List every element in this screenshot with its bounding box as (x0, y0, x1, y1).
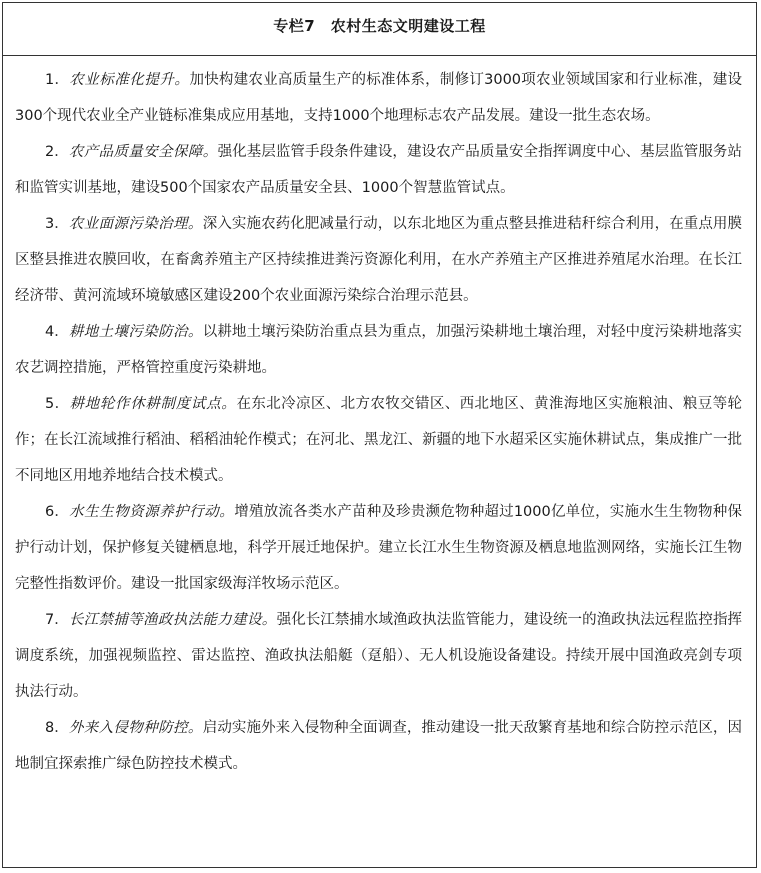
column-box (2, 2, 757, 868)
item-number: 7． (45, 612, 69, 628)
item-text: 启动实施外来入侵物种全面调查，推动建设一批天敌繁育基地和综合防控示范区，因地制宜探索推广绿色防控技术模式。 (15, 720, 743, 772)
item-heading: 外来入侵物种防控。 (68, 720, 203, 736)
item-heading: 农业面源污染治理。 (68, 216, 203, 232)
item-number: 2． (45, 144, 69, 160)
project-item (15, 386, 742, 494)
item-heading: 农产品质量安全保障。 (68, 144, 218, 160)
item-heading: 长江禁捕等渔政执法能力建设。 (68, 612, 277, 628)
project-item (15, 602, 742, 710)
item-number: 1． (45, 72, 70, 88)
item-number: 6． (45, 504, 70, 520)
project-item (15, 314, 742, 386)
column-body (3, 56, 756, 782)
item-heading: 耕地土壤污染防治。 (68, 324, 203, 340)
item-text: 深入实施农药化肥减量行动，以东北地区为重点整县推进秸秆综合利用，在重点用膜区整县推进农膜回收，在畜禽养殖主产区持续推进粪污资源化利用，在水产养殖主产区推进养殖尾水治理。在长江经济带、黄河流域环境敏感区建设200个农业面源污染综合治理示范县。 (15, 216, 743, 304)
item-heading: 农业标准化提升。 (69, 72, 190, 88)
item-number: 4． (45, 324, 69, 340)
item-text: 增殖放流各类水产苗种及珍贵濒危物种超过1000亿单位，实施水生生物物种保护行动计划，保护修复关键栖息地，科学开展迁地保护。建立长江水生生物资源及栖息地监测网络，实施长江生物完整性指数评价。建设一批国家级海洋牧场示范区。 (15, 504, 742, 592)
project-item (15, 494, 742, 602)
item-text: 强化基层监管手段条件建设，建设农产品质量安全指挥调度中心、基层监管服务站和监管实训基地，建设500个国家农产品质量安全县、1000个智慧监管试点。 (15, 144, 743, 196)
item-number: 3． (45, 216, 69, 232)
project-item (15, 710, 742, 782)
item-text: 在东北冷凉区、北方农牧交错区、西北地区、黄淮海地区实施粮油、粮豆等轮作；在长江流域推行稻油、稻稻油轮作模式；在河北、黑龙江、新疆的地下水超采区实施休耕试点，集成推广一批不同地区用地养地结合技术模式。 (15, 396, 742, 484)
column-header (3, 3, 756, 56)
project-item (15, 206, 742, 314)
project-item (15, 134, 742, 206)
item-heading: 水生生物资源养护行动。 (69, 504, 235, 520)
item-number: 5． (45, 396, 70, 412)
item-heading: 耕地轮作休耕制度试点。 (69, 396, 237, 412)
item-text: 加快构建农业高质量生产的标准体系，制修订3000项农业领域国家和行业标准，建设300个现代农业全产业链标准集成应用基地，支持1000个地理标志农产品发展。建设一批生态农场。 (15, 72, 742, 124)
item-text: 以耕地土壤污染防治重点县为重点，加强污染耕地土壤治理，对轻中度污染耕地落实农艺调控措施，严格管控重度污染耕地。 (15, 324, 743, 376)
item-number: 8． (45, 720, 69, 736)
item-text: 强化长江禁捕水域渔政执法监管能力，建设统一的渔政执法远程监控指挥调度系统，加强视频监控、雷达监控、渔政执法船艇（趸船）、无人机设施设备建设。持续开展中国渔政亮剑专项执法行动。 (15, 612, 743, 700)
project-item (15, 62, 742, 134)
column-title: 专栏7 农村生态文明建设工程 (273, 16, 486, 35)
